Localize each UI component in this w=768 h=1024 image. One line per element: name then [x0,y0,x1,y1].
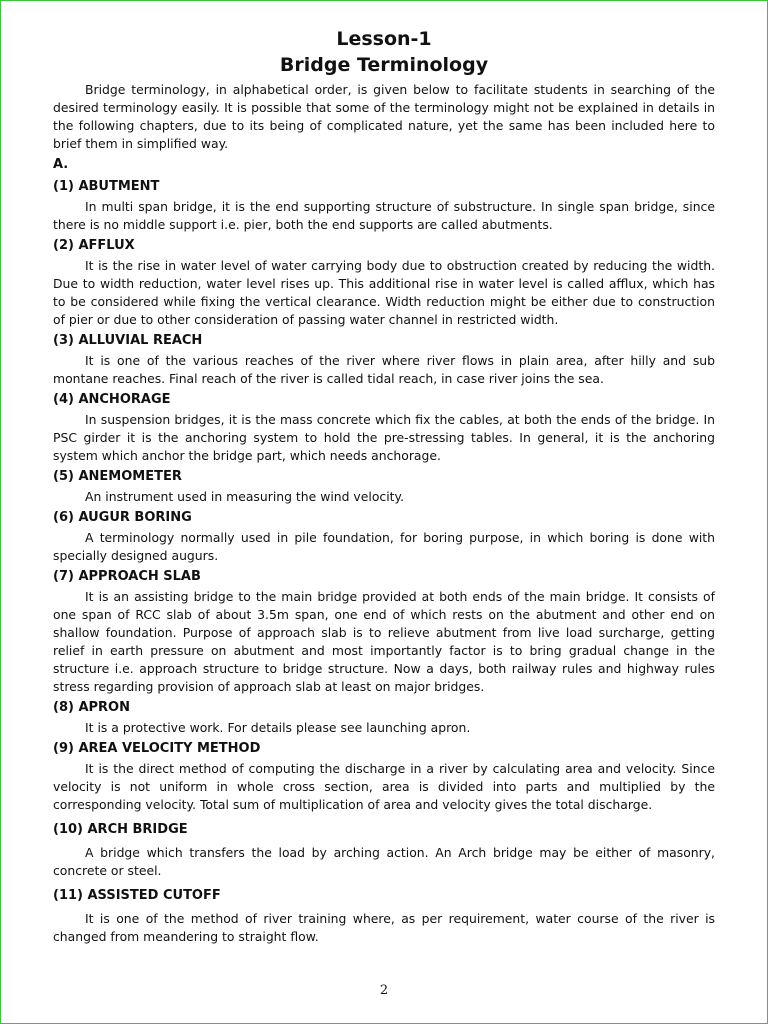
term-heading: (3) ALLUVIAL REACH [53,333,203,348]
term-heading: (1) ABUTMENT [53,179,160,194]
term-definition: It is one of the various reaches of the river where river flows in plain area, after hilly and sub montane reaches. Final reach of the river is called tidal reach, in case river joins the sea. [53,353,715,386]
term-heading: (7) APPROACH SLAB [53,569,201,584]
term-definition: It is a protective work. For details please see launching apron. [85,720,471,735]
term-definition: It is one of the method of river training where, as per requirement, water course of the river is changed from meandering to straight flow. [53,911,715,944]
term-heading: (4) ANCHORAGE [53,392,171,407]
term-heading: (5) ANEMOMETER [53,469,182,484]
term-augur-boring [53,508,715,565]
term-alluvial-reach [53,331,715,388]
term-definition: In suspension bridges, it is the mass concrete which fix the cables, at both the ends of the bridge. In PSC girder it is the anchoring system to hold the pre-stressing tables. In general, it is the anchoring system which anchor the bridge part, which needs anchorage. [53,412,715,463]
term-definition: A terminology normally used in pile foundation, for boring purpose, in which boring is done with specially designed augurs. [53,530,715,563]
term-heading: (6) AUGUR BORING [53,510,192,525]
page-number: 2 [379,983,389,998]
term-afflux [53,236,715,329]
term-heading: (2) AFFLUX [53,238,135,253]
section-letter: A. [53,157,69,172]
term-definition: It is the rise in water level of water carrying body due to obstruction created by reducing the width. Due to width reduction, water level rises up. This additional rise in water level is called afflux, which has to be considered while fixing the vertical clearance. Width reduction might be either due to construction of pier or due to other consideration of passing water channel in restricted width. [53,258,715,327]
term-heading: (8) APRON [53,700,130,715]
term-anemometer [53,467,715,506]
term-assisted-cutoff [53,886,715,946]
intro-paragraph: Bridge terminology, in alphabetical order, is given below to facilitate students in searching of the desired terminology easily. It is possible that some of the terminology might not be explained in details in the following chapters, due to its being of complicated nature, yet the same has been included here to brief them in simplified way. [53,82,715,151]
term-definition: It is the direct method of computing the discharge in a river by calculating area and velocity. Since velocity is not uniform in whole cross section, area is divided into parts and multiplied by the corresponding velocity. Total sum of multiplication of area and velocity gives the total discharge. [53,761,715,812]
term-definition: It is an assisting bridge to the main bridge provided at both ends of the main bridge. It consists of one span of RCC slab of about 3.5m span, one end of which rests on the abutment and other end on shallow foundation. Purpose of approach slab is to relieve abutment from live load surcharge, getting relief in earth pressure on abutment and most importantly factor is to bring gradual change in the structure i.e. approach structure to bridge structure. Now a days, both railway rules and highway rules stress regarding provision of approach slab at least on major bridges. [53,589,715,694]
page-title: Bridge Terminology [279,54,489,76]
term-approach-slab [53,567,715,696]
term-area-velocity-method [53,739,715,814]
term-definition: A bridge which transfers the load by arching action. An Arch bridge may be either of masonry, concrete or steel. [53,845,715,878]
term-apron [53,698,715,737]
term-heading: (10) ARCH BRIDGE [53,822,188,837]
lesson-label: Lesson-1 [336,28,432,50]
term-anchorage [53,390,715,465]
term-heading: (11) ASSISTED CUTOFF [53,888,221,903]
term-abutment [53,177,715,234]
term-arch-bridge [53,820,715,880]
term-definition: An instrument used in measuring the wind velocity. [85,489,405,504]
term-heading: (9) AREA VELOCITY METHOD [53,741,261,756]
term-definition: In multi span bridge, it is the end supporting structure of substructure. In single span bridge, since there is no middle support i.e. pier, both the end supports are called abutments. [53,199,715,232]
